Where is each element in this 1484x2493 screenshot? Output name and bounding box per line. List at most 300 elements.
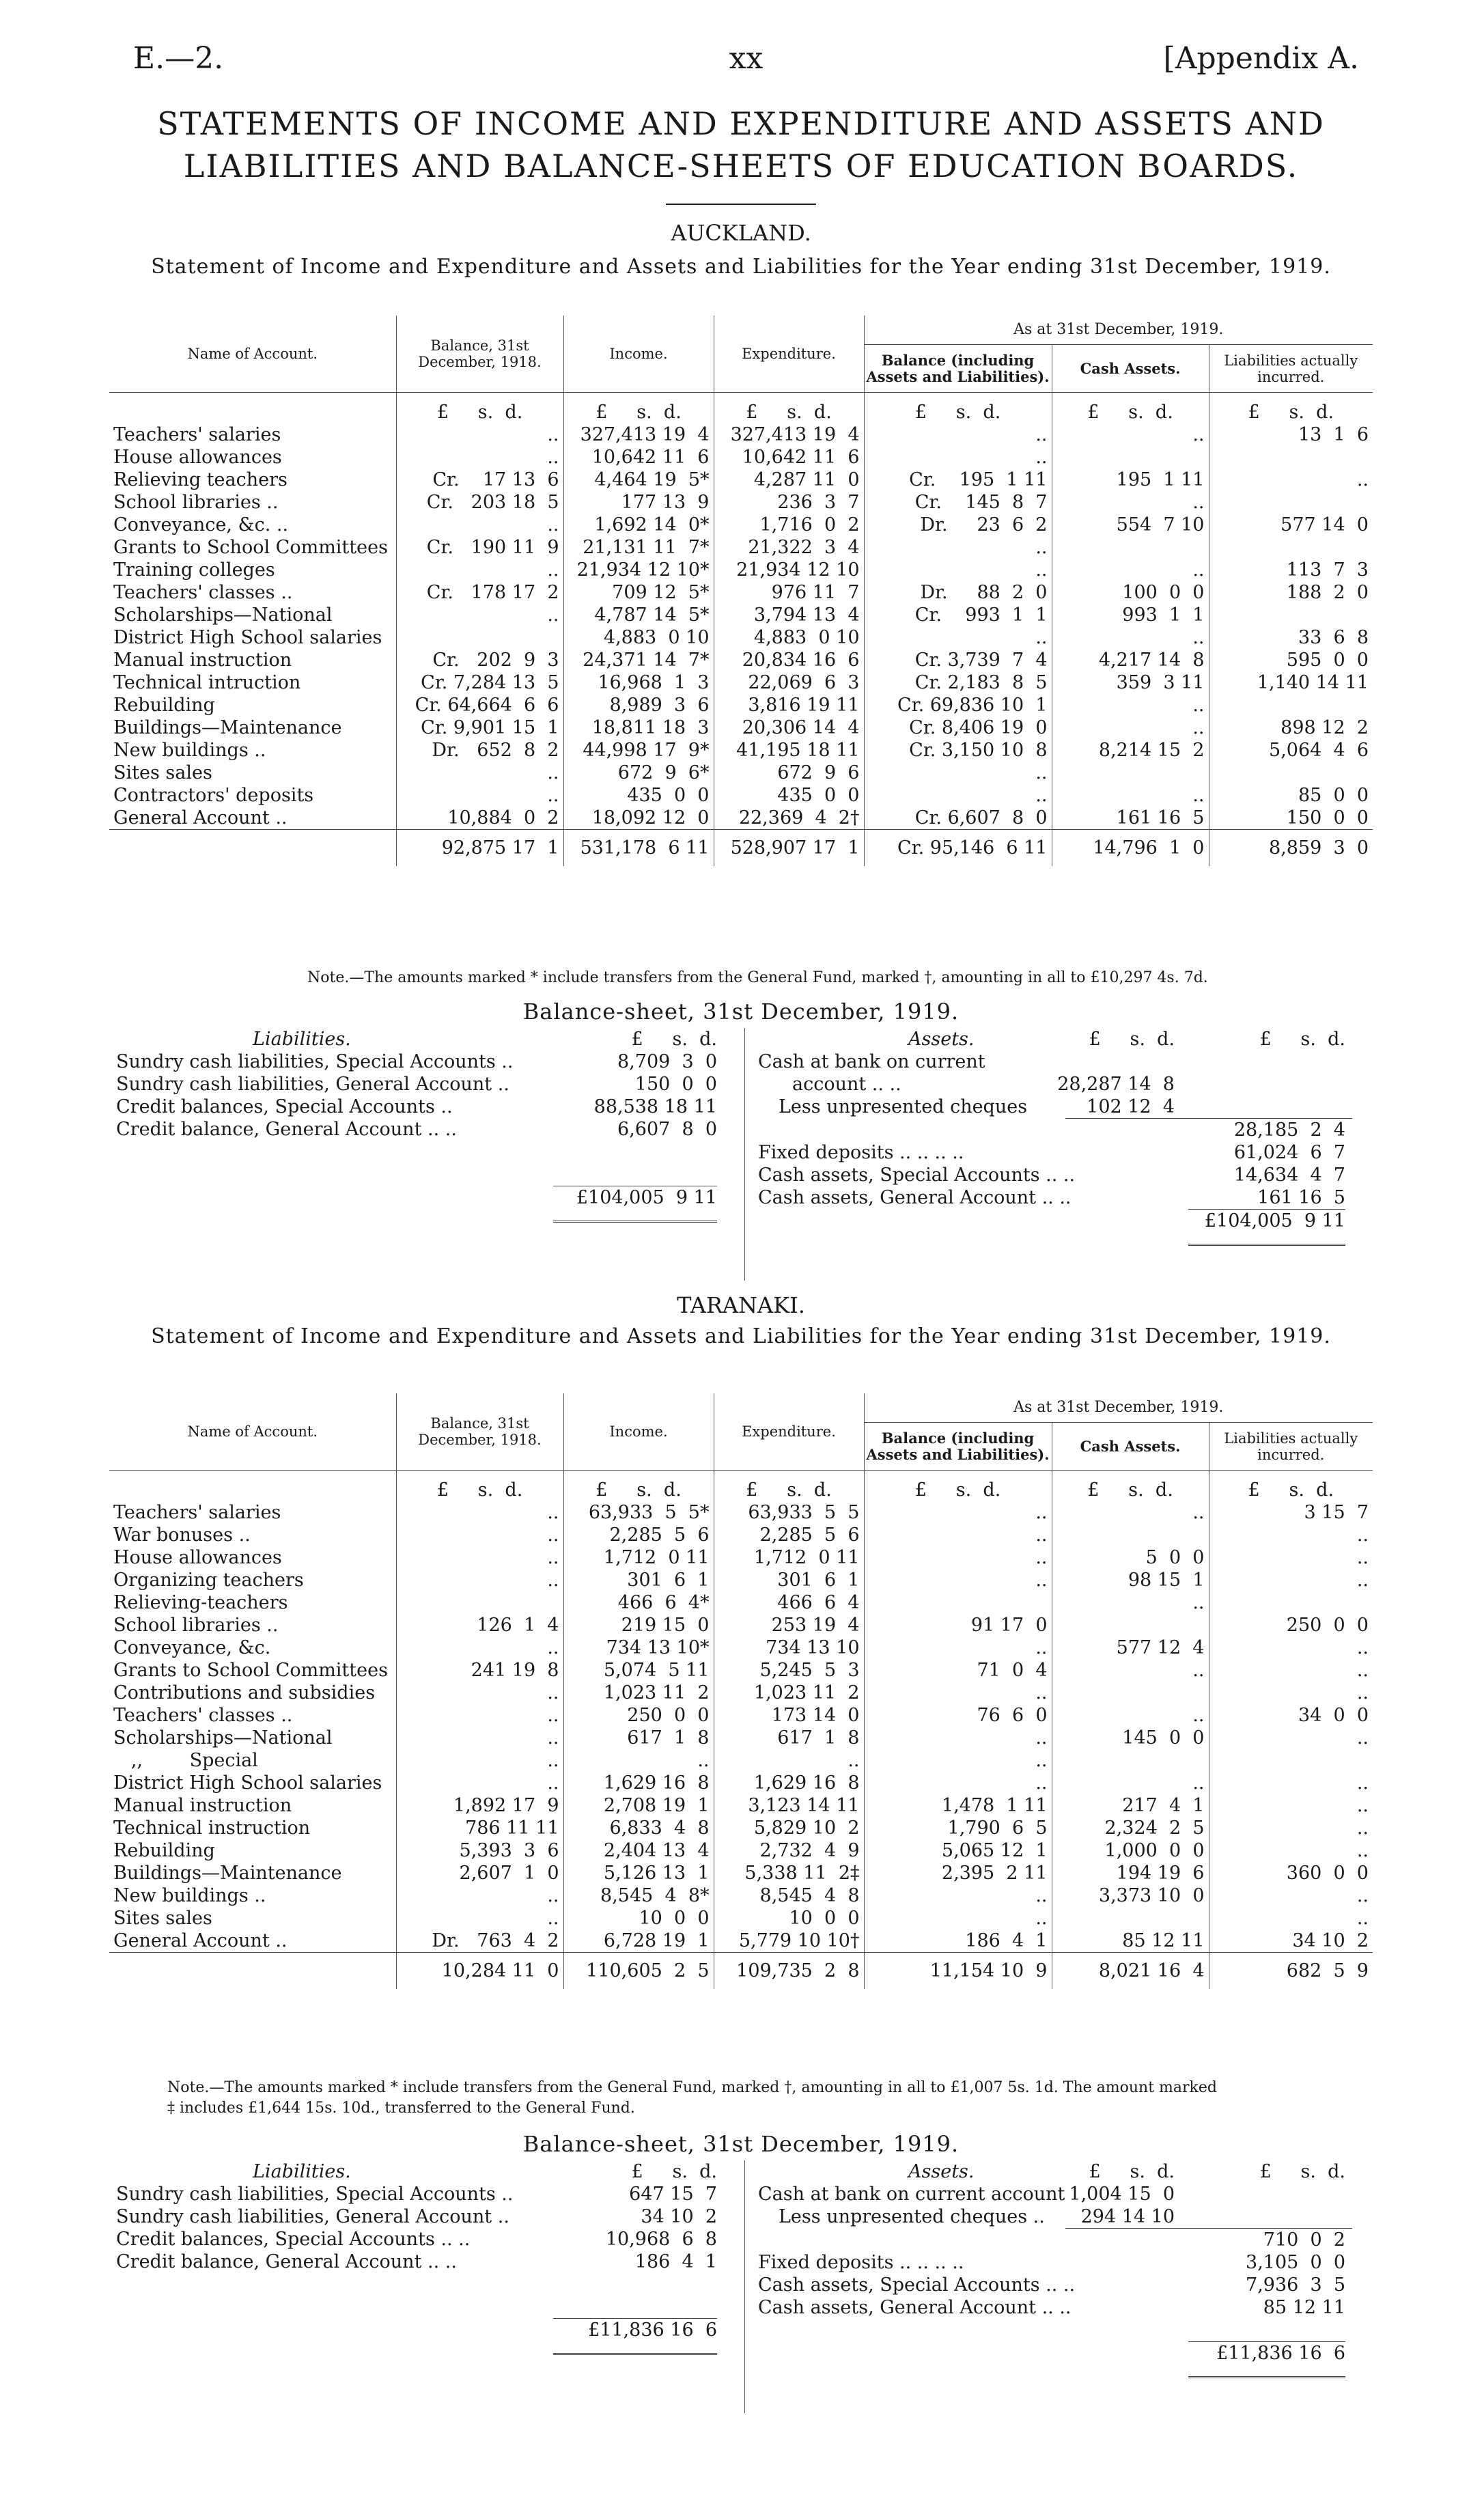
col-as-at: As at 31st December, 1919.: [864, 1393, 1373, 1423]
amount-cell: 5,393 3 6: [396, 1839, 563, 1862]
net-row: [1065, 1118, 1352, 1141]
table-row: [109, 807, 1373, 830]
auckland-balance-sheet-title: Balance-sheet, 31st December, 1919.: [522, 999, 960, 1025]
amount-cell: 217 4 1: [1052, 1794, 1209, 1817]
amount-cell: ..: [396, 1569, 563, 1591]
assets-heading: Assets.: [908, 1029, 975, 1050]
total-cell: 8,859 3 0: [1209, 830, 1373, 867]
amount-cell: [1052, 1524, 1209, 1546]
liabilities-heading: Liabilities.: [253, 2161, 351, 2182]
account-name: Conveyance, &c.: [113, 1637, 271, 1658]
col-balance-incl: Balance (including Assets and Liabilities).: [864, 345, 1052, 393]
table-row: [109, 1637, 1373, 1659]
total-cell: 10,284 11 0: [396, 1953, 563, 1990]
account-name: General Account ..: [113, 807, 288, 828]
liability-row: [116, 1096, 731, 1118]
table-row: [109, 1772, 1373, 1794]
taranaki-heading: TARANAKI.: [677, 1292, 805, 1318]
amount-cell: 41,195 18 11: [714, 739, 864, 762]
col-liabilities: Liabilities actually incurred.: [1209, 1423, 1373, 1471]
divider: [666, 204, 816, 205]
amount-cell: 1,140 14 11: [1209, 671, 1373, 694]
account-name: Relieving-teachers: [113, 1592, 288, 1613]
amount-cell: 10,642 11 6: [563, 446, 714, 469]
amount-cell: 3 15 7: [1209, 1501, 1373, 1524]
amount-cell: 253 19 4: [714, 1614, 864, 1637]
amount-cell: [1209, 604, 1373, 626]
col-expenditure: Expenditure.: [714, 1393, 864, 1471]
amount-cell: 327,413 19 4: [563, 423, 714, 446]
liability-amount: 34 10 2: [641, 2206, 717, 2227]
table-row: [109, 1501, 1373, 1524]
units-cell: £ s. d.: [563, 393, 714, 424]
amount-cell: ..: [1209, 1839, 1373, 1862]
amount-cell: ..: [864, 784, 1052, 807]
amount-cell: 435 0 0: [563, 784, 714, 807]
col-income: Income.: [563, 1393, 714, 1471]
amount-cell: 186 4 1: [864, 1930, 1052, 1953]
amount-cell: 1,000 0 0: [1052, 1839, 1209, 1862]
liability-amount: 6,607 8 0: [617, 1119, 717, 1140]
account-name: ,, Special: [113, 1750, 258, 1771]
unpresented-amount: 294 14 10: [1080, 2206, 1175, 2227]
amount-cell: ..: [1209, 469, 1373, 491]
amount-cell: 85 12 11: [1052, 1930, 1209, 1953]
table-row: [109, 1682, 1373, 1704]
amount-cell: 2,395 2 11: [864, 1862, 1052, 1884]
table-row: [109, 1817, 1373, 1839]
assets-heading-row: [751, 2160, 1352, 2183]
unpresented-row: [751, 1096, 1352, 1118]
asset-amount: 14,634 4 7: [1233, 1165, 1345, 1186]
amount-cell: Cr. 64,664 6 6: [396, 694, 563, 716]
amount-cell: ..: [864, 1682, 1052, 1704]
amount-cell: 188 2 0: [1209, 581, 1373, 604]
asset-total-row: [1188, 1209, 1345, 1246]
units-label: £ s. d.: [1259, 1029, 1345, 1050]
liability-total-row: [553, 2318, 717, 2355]
asset-amount: 7,936 3 5: [1246, 2274, 1345, 2296]
account-name: House allowances: [113, 447, 282, 468]
amount-cell: Cr. 7,284 13 5: [396, 671, 563, 694]
table-row: [109, 671, 1373, 694]
total-cell: 92,875 17 1: [396, 830, 563, 867]
unpresented-row: [751, 2205, 1352, 2228]
amount-cell: 1,712 0 11: [563, 1546, 714, 1569]
account-name: House allowances: [113, 1547, 282, 1568]
amount-cell: 3,123 14 11: [714, 1794, 864, 1817]
auckland-heading: AUCKLAND.: [671, 220, 811, 246]
liabilities-heading-row: [116, 2160, 731, 2183]
amount-cell: ..: [563, 1749, 714, 1772]
amount-cell: ..: [1209, 1772, 1373, 1794]
liability-label: Sundry cash liabilities, General Account ..: [116, 1074, 509, 1095]
asset-row: [751, 2296, 1352, 2319]
amount-cell: ..: [1052, 1659, 1209, 1682]
account-name: Scholarships—National: [113, 604, 333, 626]
asset-label: Cash assets, Special Accounts .. ..: [758, 1165, 1076, 1186]
amount-cell: 4,287 11 0: [714, 469, 864, 491]
amount-cell: 734 13 10*: [563, 1637, 714, 1659]
amount-cell: 24,371 14 7*: [563, 649, 714, 671]
units-label: £ s. d.: [1089, 1029, 1175, 1050]
table-row: [109, 423, 1373, 446]
table-row: [109, 559, 1373, 581]
amount-cell: ..: [1052, 1772, 1209, 1794]
col-as-at: As at 31st December, 1919.: [864, 316, 1373, 345]
total-cell: 8,021 16 4: [1052, 1953, 1209, 1990]
asset-total: £104,005 9 11: [1204, 1210, 1345, 1231]
units-cell: £ s. d.: [1209, 1471, 1373, 1502]
total-label: [109, 1953, 396, 1990]
liability-total: £11,836 16 6: [588, 2320, 717, 2341]
amount-cell: [1209, 1749, 1373, 1772]
amount-cell: ..: [1209, 1637, 1373, 1659]
bs-divider: [744, 1028, 745, 1281]
amount-cell: ..: [864, 1524, 1052, 1546]
amount-cell: 4,464 19 5*: [563, 469, 714, 491]
amount-cell: 435 0 0: [714, 784, 864, 807]
amount-cell: ..: [1209, 1727, 1373, 1749]
amount-cell: Cr. 9,901 15 1: [396, 716, 563, 739]
table-row: [109, 1727, 1373, 1749]
amount-cell: ..: [864, 536, 1052, 559]
total-label: [109, 830, 396, 867]
liability-row: [116, 2205, 731, 2228]
amount-cell: ..: [1209, 1794, 1373, 1817]
liability-label: Sundry cash liabilities, Special Accounts ..: [116, 2184, 514, 2205]
asset-label: Fixed deposits .. .. .. ..: [758, 1142, 964, 1163]
spacer: [116, 1141, 731, 1163]
amount-cell: [1209, 536, 1373, 559]
unpresented-label: Less unpresented cheques ..: [779, 2206, 1045, 2227]
asset-amount: 161 16 5: [1257, 1187, 1345, 1208]
amount-cell: 2,708 19 1: [563, 1794, 714, 1817]
amount-cell: ..: [864, 1546, 1052, 1569]
amount-cell: 466 6 4*: [563, 1591, 714, 1614]
amount-cell: 10 0 0: [714, 1907, 864, 1930]
amount-cell: ..: [1052, 784, 1209, 807]
auckland-assets: [751, 1028, 1352, 1246]
amount-cell: 10 0 0: [563, 1907, 714, 1930]
amount-cell: [1052, 536, 1209, 559]
amount-cell: 236 3 7: [714, 491, 864, 514]
amount-cell: 3,816 19 11: [714, 694, 864, 716]
amount-cell: [864, 1591, 1052, 1614]
amount-cell: [1052, 1682, 1209, 1704]
table-row: [109, 446, 1373, 469]
amount-cell: 16,968 1 3: [563, 671, 714, 694]
liability-label: Credit balances, Special Accounts .. ..: [116, 2229, 471, 2250]
liability-label: Credit balance, General Account .. ..: [116, 2251, 457, 2272]
amount-cell: ..: [396, 1884, 563, 1907]
account-name: Contributions and subsidies: [113, 1682, 376, 1703]
amount-cell: 1,712 0 11: [714, 1546, 864, 1569]
amount-cell: 466 6 4: [714, 1591, 864, 1614]
amount-cell: ..: [864, 1772, 1052, 1794]
amount-cell: 5,779 10 10†: [714, 1930, 864, 1953]
amount-cell: Cr. 202 9 3: [396, 649, 563, 671]
amount-cell: Dr. 763 4 2: [396, 1930, 563, 1953]
liability-row: [116, 2251, 731, 2273]
amount-cell: [1052, 1614, 1209, 1637]
amount-cell: 194 19 6: [1052, 1862, 1209, 1884]
amount-cell: 91 17 0: [864, 1614, 1052, 1637]
liability-label: Credit balances, Special Accounts ..: [116, 1096, 453, 1117]
liability-amount: 186 4 1: [634, 2251, 717, 2272]
spacer: [116, 2296, 731, 2318]
taranaki-statement-title: Statement of Income and Expenditure and Assets and Liabilities for the Year ending 31st December, 1919.: [151, 1324, 1331, 1348]
liability-row: [116, 1073, 731, 1096]
account-label: account .. ..: [792, 1074, 901, 1095]
amount-cell: 18,092 12 0: [563, 807, 714, 830]
amount-cell: 734 13 10: [714, 1637, 864, 1659]
units-cell: £ s. d.: [1209, 393, 1373, 424]
amount-cell: ..: [396, 514, 563, 536]
total-row: [109, 830, 1373, 867]
amount-cell: 327,413 19 4: [714, 423, 864, 446]
amount-cell: 786 11 11: [396, 1817, 563, 1839]
liability-amount: 8,709 3 0: [617, 1051, 717, 1072]
amount-cell: 33 6 8: [1209, 626, 1373, 649]
account-name: Manual instruction: [113, 1795, 292, 1816]
amount-cell: ..: [864, 446, 1052, 469]
asset-label: Cash assets, Special Accounts .. ..: [758, 2274, 1076, 2296]
account-name: Manual instruction: [113, 650, 292, 671]
asset-amount: 3,105 0 0: [1246, 2252, 1345, 2273]
total-cell: 682 5 9: [1209, 1953, 1373, 1990]
amount-cell: ..: [1052, 1501, 1209, 1524]
units-cell: £ s. d.: [864, 393, 1052, 424]
asset-row: [751, 2274, 1352, 2296]
amount-cell: 8,989 3 6: [563, 694, 714, 716]
account-name: Training colleges: [113, 559, 275, 581]
assets-heading: Assets.: [908, 2161, 975, 2182]
units-cell: £ s. d.: [563, 1471, 714, 1502]
account-name: Buildings—Maintenance: [113, 717, 342, 738]
auckland-liabilities: [116, 1028, 731, 1223]
account-name: Rebuilding: [113, 1840, 215, 1861]
amount-cell: 8,214 15 2: [1052, 739, 1209, 762]
amount-cell: Cr. 993 1 1: [864, 604, 1052, 626]
liability-row: [116, 2228, 731, 2251]
amount-cell: [1209, 762, 1373, 784]
amount-cell: 993 1 1: [1052, 604, 1209, 626]
account-name: Rebuilding: [113, 695, 215, 716]
auckland-note: Note.—The amounts marked * include transfers from the General Fund, marked †, amounting in all to £10,297 4s. 7d.: [307, 969, 1208, 986]
bs-divider: [744, 2160, 745, 2413]
units-cell: £ s. d.: [396, 393, 563, 424]
amount-cell: [1209, 1591, 1373, 1614]
spacer: [116, 2273, 731, 2296]
amount-cell: Cr. 3,739 7 4: [864, 649, 1052, 671]
taranaki-note: [167, 2078, 1369, 2119]
table-row: [109, 1591, 1373, 1614]
amount-cell: 4,217 14 8: [1052, 649, 1209, 671]
amount-cell: 5,065 12 1: [864, 1839, 1052, 1862]
table-row: [109, 1524, 1373, 1546]
col-balance-incl: Balance (including Assets and Liabilities).: [864, 1423, 1052, 1471]
account-name: New buildings ..: [113, 1885, 266, 1906]
amount-cell: [1052, 1907, 1209, 1930]
amount-cell: 1,023 11 2: [714, 1682, 864, 1704]
amount-cell: ..: [396, 559, 563, 581]
account-name: Conveyance, &c. ..: [113, 514, 289, 535]
col-balance: Balance, 31st December, 1918.: [396, 1393, 563, 1471]
col-name: Name of Account.: [109, 1393, 396, 1471]
units-blank: [109, 393, 396, 424]
asset-row: [751, 1141, 1352, 1164]
amount-cell: 21,131 11 7*: [563, 536, 714, 559]
amount-cell: 21,934 12 10: [714, 559, 864, 581]
total-cell: 11,154 10 9: [864, 1953, 1052, 1990]
amount-cell: Cr. 6,607 8 0: [864, 807, 1052, 830]
total-cell: Cr. 95,146 6 11: [864, 830, 1052, 867]
amount-cell: 5,829 10 2: [714, 1817, 864, 1839]
col-income: Income.: [563, 316, 714, 393]
amount-cell: Cr. 2,183 8 5: [864, 671, 1052, 694]
amount-cell: ..: [864, 559, 1052, 581]
table-row: [109, 1930, 1373, 1953]
asset-amount: 61,024 6 7: [1233, 1142, 1345, 1163]
asset-row: [751, 1164, 1352, 1186]
amount-cell: 161 16 5: [1052, 807, 1209, 830]
units-cell: £ s. d.: [1052, 1471, 1209, 1502]
amount-cell: [1052, 1749, 1209, 1772]
amount-cell: 22,369 4 2†: [714, 807, 864, 830]
table-row: [109, 1884, 1373, 1907]
amount-cell: ..: [396, 446, 563, 469]
units-label: £ s. d.: [631, 2161, 717, 2182]
table-row: [109, 694, 1373, 716]
header-center: xx: [729, 41, 764, 76]
asset-label: Fixed deposits .. .. .. ..: [758, 2252, 964, 2273]
amount-cell: 76 6 0: [864, 1704, 1052, 1727]
total-cell: 531,178 6 11: [563, 830, 714, 867]
amount-cell: Dr. 23 6 2: [864, 514, 1052, 536]
amount-cell: 113 7 3: [1209, 559, 1373, 581]
amount-cell: 44,998 17 9*: [563, 739, 714, 762]
amount-cell: ..: [864, 1501, 1052, 1524]
amount-cell: Cr. 3,150 10 8: [864, 739, 1052, 762]
account-name: Buildings—Maintenance: [113, 1863, 342, 1884]
amount-cell: ..: [396, 1501, 563, 1524]
amount-cell: ..: [1052, 716, 1209, 739]
amount-cell: ..: [1209, 1884, 1373, 1907]
amount-cell: 250 0 0: [563, 1704, 714, 1727]
amount-cell: ..: [1209, 1907, 1373, 1930]
amount-cell: ..: [396, 1682, 563, 1704]
account-name: Technical intruction: [113, 672, 301, 693]
auckland-statement-title: Statement of Income and Expenditure and Assets and Liabilities for the Year ending 31st December, 1919.: [151, 255, 1331, 279]
amount-cell: ..: [864, 1727, 1052, 1749]
total-cell: 109,735 2 8: [714, 1953, 864, 1990]
amount-cell: 195 1 11: [1052, 469, 1209, 491]
amount-cell: 34 10 2: [1209, 1930, 1373, 1953]
liability-row: [116, 2183, 731, 2205]
amount-cell: 8,545 4 8*: [563, 1884, 714, 1907]
amount-cell: ..: [1052, 1704, 1209, 1727]
liability-amount: 10,968 6 8: [605, 2229, 717, 2250]
amount-cell: Cr. 203 18 5: [396, 491, 563, 514]
account-name: District High School salaries: [113, 627, 382, 648]
taranaki-balance-sheet-title: Balance-sheet, 31st December, 1919.: [522, 2131, 960, 2157]
amount-cell: ..: [1052, 559, 1209, 581]
amount-cell: 10,884 0 2: [396, 807, 563, 830]
amount-cell: 71 0 4: [864, 1659, 1052, 1682]
amount-cell: 241 19 8: [396, 1659, 563, 1682]
amount-cell: ..: [864, 1884, 1052, 1907]
account-name: School libraries ..: [113, 1615, 279, 1636]
table-row: [109, 469, 1373, 491]
amount-cell: 976 11 7: [714, 581, 864, 604]
liability-row: [116, 1050, 731, 1073]
amount-cell: ..: [396, 604, 563, 626]
table-row: [109, 514, 1373, 536]
amount-cell: 250 0 0: [1209, 1614, 1373, 1637]
amount-cell: 1,790 6 5: [864, 1817, 1052, 1839]
asset-total-row: [1188, 2341, 1345, 2378]
amount-cell: ..: [1209, 1817, 1373, 1839]
amount-cell: 5,338 11 2‡: [714, 1862, 864, 1884]
amount-cell: 554 7 10: [1052, 514, 1209, 536]
total-cell: 110,605 2 5: [563, 1953, 714, 1990]
account-name: Organizing teachers: [113, 1570, 304, 1591]
amount-cell: [1209, 491, 1373, 514]
title-line-1: STATEMENTS OF INCOME AND EXPENDITURE AND ASSETS AND: [157, 105, 1325, 142]
amount-cell: 5,074 5 11: [563, 1659, 714, 1682]
account-name: School libraries ..: [113, 492, 279, 513]
total-row: [109, 1953, 1373, 1990]
table-row: [109, 1907, 1373, 1930]
amount-cell: Cr. 69,836 10 1: [864, 694, 1052, 716]
amount-cell: 21,934 12 10*: [563, 559, 714, 581]
amount-cell: 1,629 16 8: [714, 1772, 864, 1794]
table-row: [109, 581, 1373, 604]
amount-cell: Cr. 190 11 9: [396, 536, 563, 559]
account-name: New buildings ..: [113, 740, 266, 761]
unpresented-label: Less unpresented cheques: [779, 1096, 1028, 1117]
amount-cell: ..: [1209, 1546, 1373, 1569]
amount-cell: Cr. 8,406 19 0: [864, 716, 1052, 739]
account-name: Grants to School Committees: [113, 537, 388, 558]
amount-cell: 20,834 16 6: [714, 649, 864, 671]
table-row: [109, 762, 1373, 784]
account-name: War bonuses ..: [113, 1524, 251, 1546]
amount-cell: ..: [1209, 1569, 1373, 1591]
amount-cell: 1,629 16 8: [563, 1772, 714, 1794]
table-row: [109, 1839, 1373, 1862]
amount-cell: ..: [714, 1749, 864, 1772]
amount-cell: 126 1 4: [396, 1614, 563, 1637]
amount-cell: ..: [396, 762, 563, 784]
table-row: [109, 491, 1373, 514]
amount-cell: Dr. 88 2 0: [864, 581, 1052, 604]
amount-cell: ..: [396, 1907, 563, 1930]
amount-cell: Cr. 195 1 11: [864, 469, 1052, 491]
account-name: Teachers' salaries: [113, 424, 281, 445]
table-row: [109, 1862, 1373, 1884]
amount-cell: 6,833 4 8: [563, 1817, 714, 1839]
units-cell: £ s. d.: [1052, 393, 1209, 424]
units-cell: £ s. d.: [864, 1471, 1052, 1502]
amount-cell: 301 6 1: [714, 1569, 864, 1591]
cash-at-bank-row: [751, 1050, 1352, 1073]
net-row: [1065, 2228, 1352, 2251]
amount-cell: 1,892 17 9: [396, 1794, 563, 1817]
amount-cell: 63,933 5 5: [714, 1501, 864, 1524]
col-expenditure: Expenditure.: [714, 316, 864, 393]
